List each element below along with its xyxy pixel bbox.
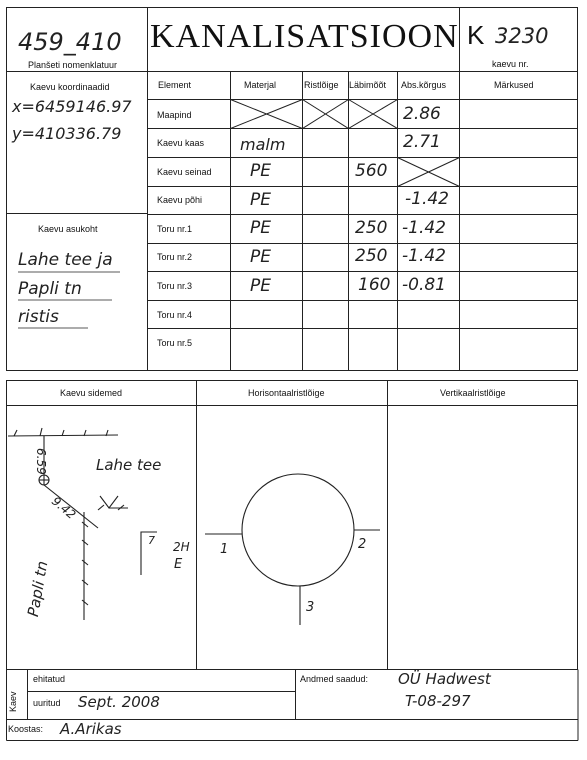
well-prefix: K: [467, 20, 485, 50]
koostas-value: A.Arikas: [60, 720, 122, 738]
row-label-toru-4: Toru nr.4: [157, 310, 193, 320]
kaev-label: Kaev: [8, 691, 18, 712]
cell-materjal-kaevu-pohi: PE: [250, 190, 271, 210]
header-abs: Abs.kõrgus: [401, 80, 447, 90]
uuritud-label: uuritud: [33, 698, 61, 708]
sketch-marker-dir: E: [174, 557, 183, 572]
cell-materjal-toru-3: PE: [250, 276, 271, 296]
sketch-street-papli: Papli tn: [24, 559, 52, 619]
location-line-1: Lahe tee ja: [18, 250, 113, 270]
nomenclature-value: 459_410: [18, 28, 122, 56]
well-number: 3230: [495, 24, 549, 48]
cell-labimoot-kaevu-seinad: 560: [355, 161, 388, 181]
ehitatud-label: ehitatud: [33, 674, 66, 684]
row-label-kaevu-pohi: Kaevu põhi: [157, 195, 203, 205]
cell-abs-toru-1: -1.42: [402, 218, 446, 238]
cell-abs-maapind: 2.86: [403, 104, 441, 124]
sketch-street-lahe: Lahe tee: [96, 456, 162, 474]
location-line-2: Papli tn: [18, 279, 82, 299]
coordinate-y: y=410336.79: [12, 124, 122, 143]
sketch-dist-diag: 9.42: [49, 494, 79, 522]
cell-abs-kaevu-pohi: -1.42: [405, 189, 449, 209]
header-materjal: Materjal: [244, 80, 277, 90]
col-title-kaevu-sidemed: Kaevu sidemed: [60, 388, 123, 398]
nomenclature-label: Planšeti nomenklatuur: [28, 60, 118, 70]
andmed-label: Andmed saadud:: [300, 674, 369, 684]
cell-materjal-kaevu-kaas: malm: [240, 135, 286, 154]
uuritud-value: Sept. 2008: [78, 693, 160, 711]
row-label-toru-2: Toru nr.2: [157, 252, 193, 262]
row-label-kaevu-kaas: Kaevu kaas: [157, 138, 205, 148]
header-labimoot: Läbimõõt: [349, 80, 387, 90]
cell-materjal-kaevu-seinad: PE: [250, 161, 271, 181]
row-label-maapind: Maapind: [157, 110, 192, 120]
cell-abs-toru-3: -0.81: [402, 275, 446, 295]
sketch-dist-top: 6.59: [34, 448, 48, 475]
pipe-label-1: 1: [220, 542, 229, 557]
cell-materjal-toru-2: PE: [250, 247, 271, 267]
row-label-kaevu-seinad: Kaevu seinad: [157, 167, 212, 177]
cell-labimoot-toru-2: 250: [355, 246, 388, 266]
cell-abs-kaevu-kaas: 2.71: [403, 132, 441, 152]
cell-materjal-toru-1: PE: [250, 218, 271, 238]
row-label-toru-3: Toru nr.3: [157, 281, 193, 291]
sketch-marker-num: 7: [148, 534, 155, 547]
andmed-value-company: OÜ Hadwest: [398, 670, 491, 688]
well-number-label: kaevu nr.: [492, 59, 529, 69]
andmed-value-code: T-08-297: [405, 692, 471, 710]
coordinate-x: x=6459146.97: [12, 97, 132, 116]
header-element: Element: [158, 80, 192, 90]
pipe-label-3: 3: [306, 600, 315, 615]
cell-labimoot-toru-1: 250: [355, 218, 388, 238]
col-title-vertikaalristloige: Vertikaalristlõige: [440, 388, 506, 398]
row-label-toru-1: Toru nr.1: [157, 224, 193, 234]
row-label-toru-5: Toru nr.5: [157, 338, 193, 348]
pipe-label-2: 2: [358, 537, 367, 552]
header-markused: Märkused: [494, 80, 534, 90]
page-title: KANALISATSIOON: [150, 18, 459, 55]
koostas-label: Koostas:: [8, 724, 44, 734]
cell-abs-toru-2: -1.42: [402, 246, 446, 266]
coordinates-label: Kaevu koordinaadid: [30, 82, 110, 92]
location-line-3: ristis: [18, 307, 59, 327]
location-label: Kaevu asukoht: [38, 224, 98, 234]
cell-labimoot-toru-3: 160: [358, 275, 391, 295]
header-ristloige: Ristlõige: [304, 80, 339, 90]
col-title-horisontaalristloige: Horisontaalristlõige: [248, 388, 325, 398]
sketch-marker-code: 2H: [173, 540, 190, 554]
